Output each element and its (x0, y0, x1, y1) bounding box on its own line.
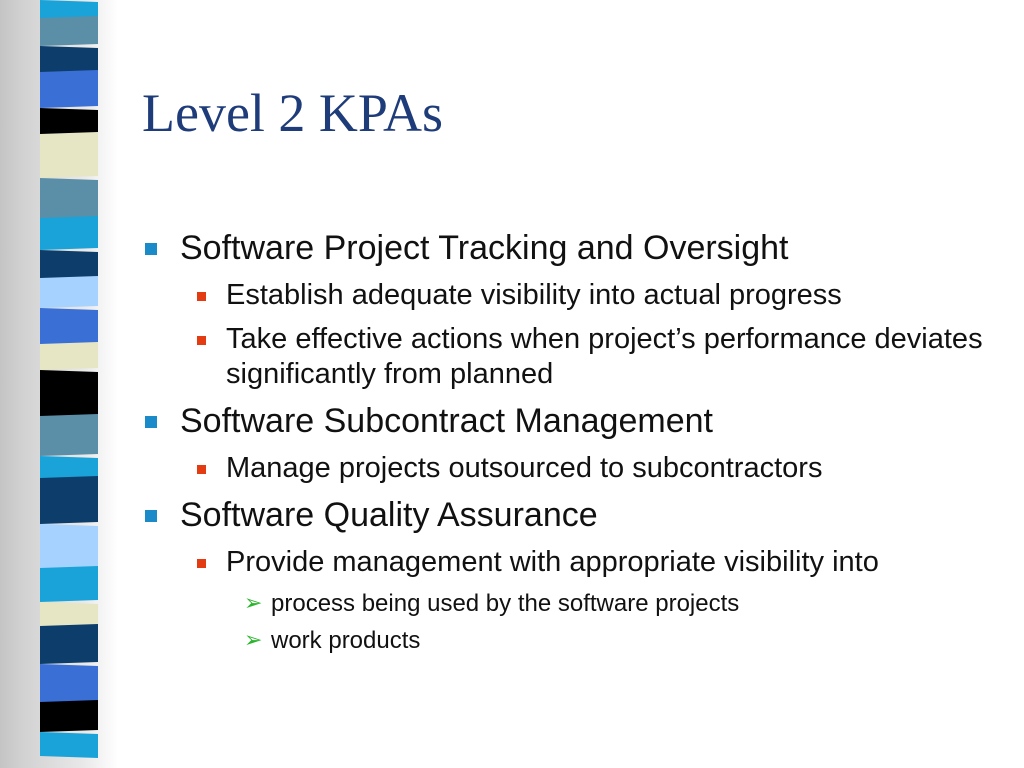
stripe-segment (40, 664, 98, 704)
stripe-segment (40, 700, 98, 732)
bullet-level2 (142, 545, 1002, 580)
stripe-segment (40, 276, 98, 308)
bullet-level2 (142, 278, 1002, 313)
bullet-level1 (142, 401, 1002, 441)
square-bullet-icon (145, 243, 157, 255)
bullet-level1 (142, 228, 1002, 268)
square-bullet-icon (197, 336, 206, 345)
stripe-segment (40, 46, 98, 74)
bullet-level3 (142, 589, 1002, 619)
bullet-level1 (142, 495, 1002, 535)
stripe-segment (40, 414, 98, 456)
square-bullet-icon (145, 510, 157, 522)
bullet-text: Software Project Tracking and Oversight (180, 229, 789, 267)
square-bullet-icon (145, 416, 157, 428)
square-bullet-icon (197, 465, 206, 474)
bullet-text: process being used by the software projects (271, 590, 740, 617)
bullet-text: Take effective actions when project’s performance deviates significantly from planned (226, 323, 983, 390)
stripe-segment (40, 132, 98, 178)
slide-title: Level 2 KPAs (142, 83, 444, 143)
stripe-segment (40, 16, 98, 46)
stripe-segment (40, 108, 98, 136)
arrow-bullet-icon: ➢ (244, 591, 263, 616)
stripe-segment (40, 624, 98, 664)
stripe-segment (40, 308, 98, 346)
arrow-bullet-icon: ➢ (244, 628, 263, 653)
bullet-text: Software Subcontract Management (180, 402, 713, 440)
bullet-text: Software Quality Assurance (180, 496, 598, 534)
stripe-graphic (40, 0, 98, 768)
stripe-segment (40, 370, 98, 418)
decorative-stripe-column (40, 0, 98, 768)
bullet-text: Provide management with appropriate visibility into (226, 546, 879, 578)
stripe-segment (40, 732, 98, 758)
square-bullet-icon (197, 559, 206, 568)
stripe-segment (40, 566, 98, 602)
bullet-level3 (142, 626, 1002, 656)
bullet-text: Establish adequate visibility into actual progress (226, 279, 842, 311)
slide-body (142, 228, 1002, 663)
stripe-segment (40, 70, 98, 108)
bullet-level2 (142, 322, 1002, 392)
stripe-segment (40, 178, 98, 220)
stripe-segment (40, 524, 98, 570)
bullet-level2 (142, 451, 1002, 486)
bullet-text: work products (271, 627, 421, 654)
square-bullet-icon (197, 292, 206, 301)
stripe-segment (40, 602, 98, 628)
stripe-segment (40, 250, 98, 280)
stripe-segment (40, 476, 98, 524)
stripe-segment (40, 216, 98, 250)
stripe-segment (40, 342, 98, 370)
bullet-text: Manage projects outsourced to subcontractors (226, 452, 823, 484)
